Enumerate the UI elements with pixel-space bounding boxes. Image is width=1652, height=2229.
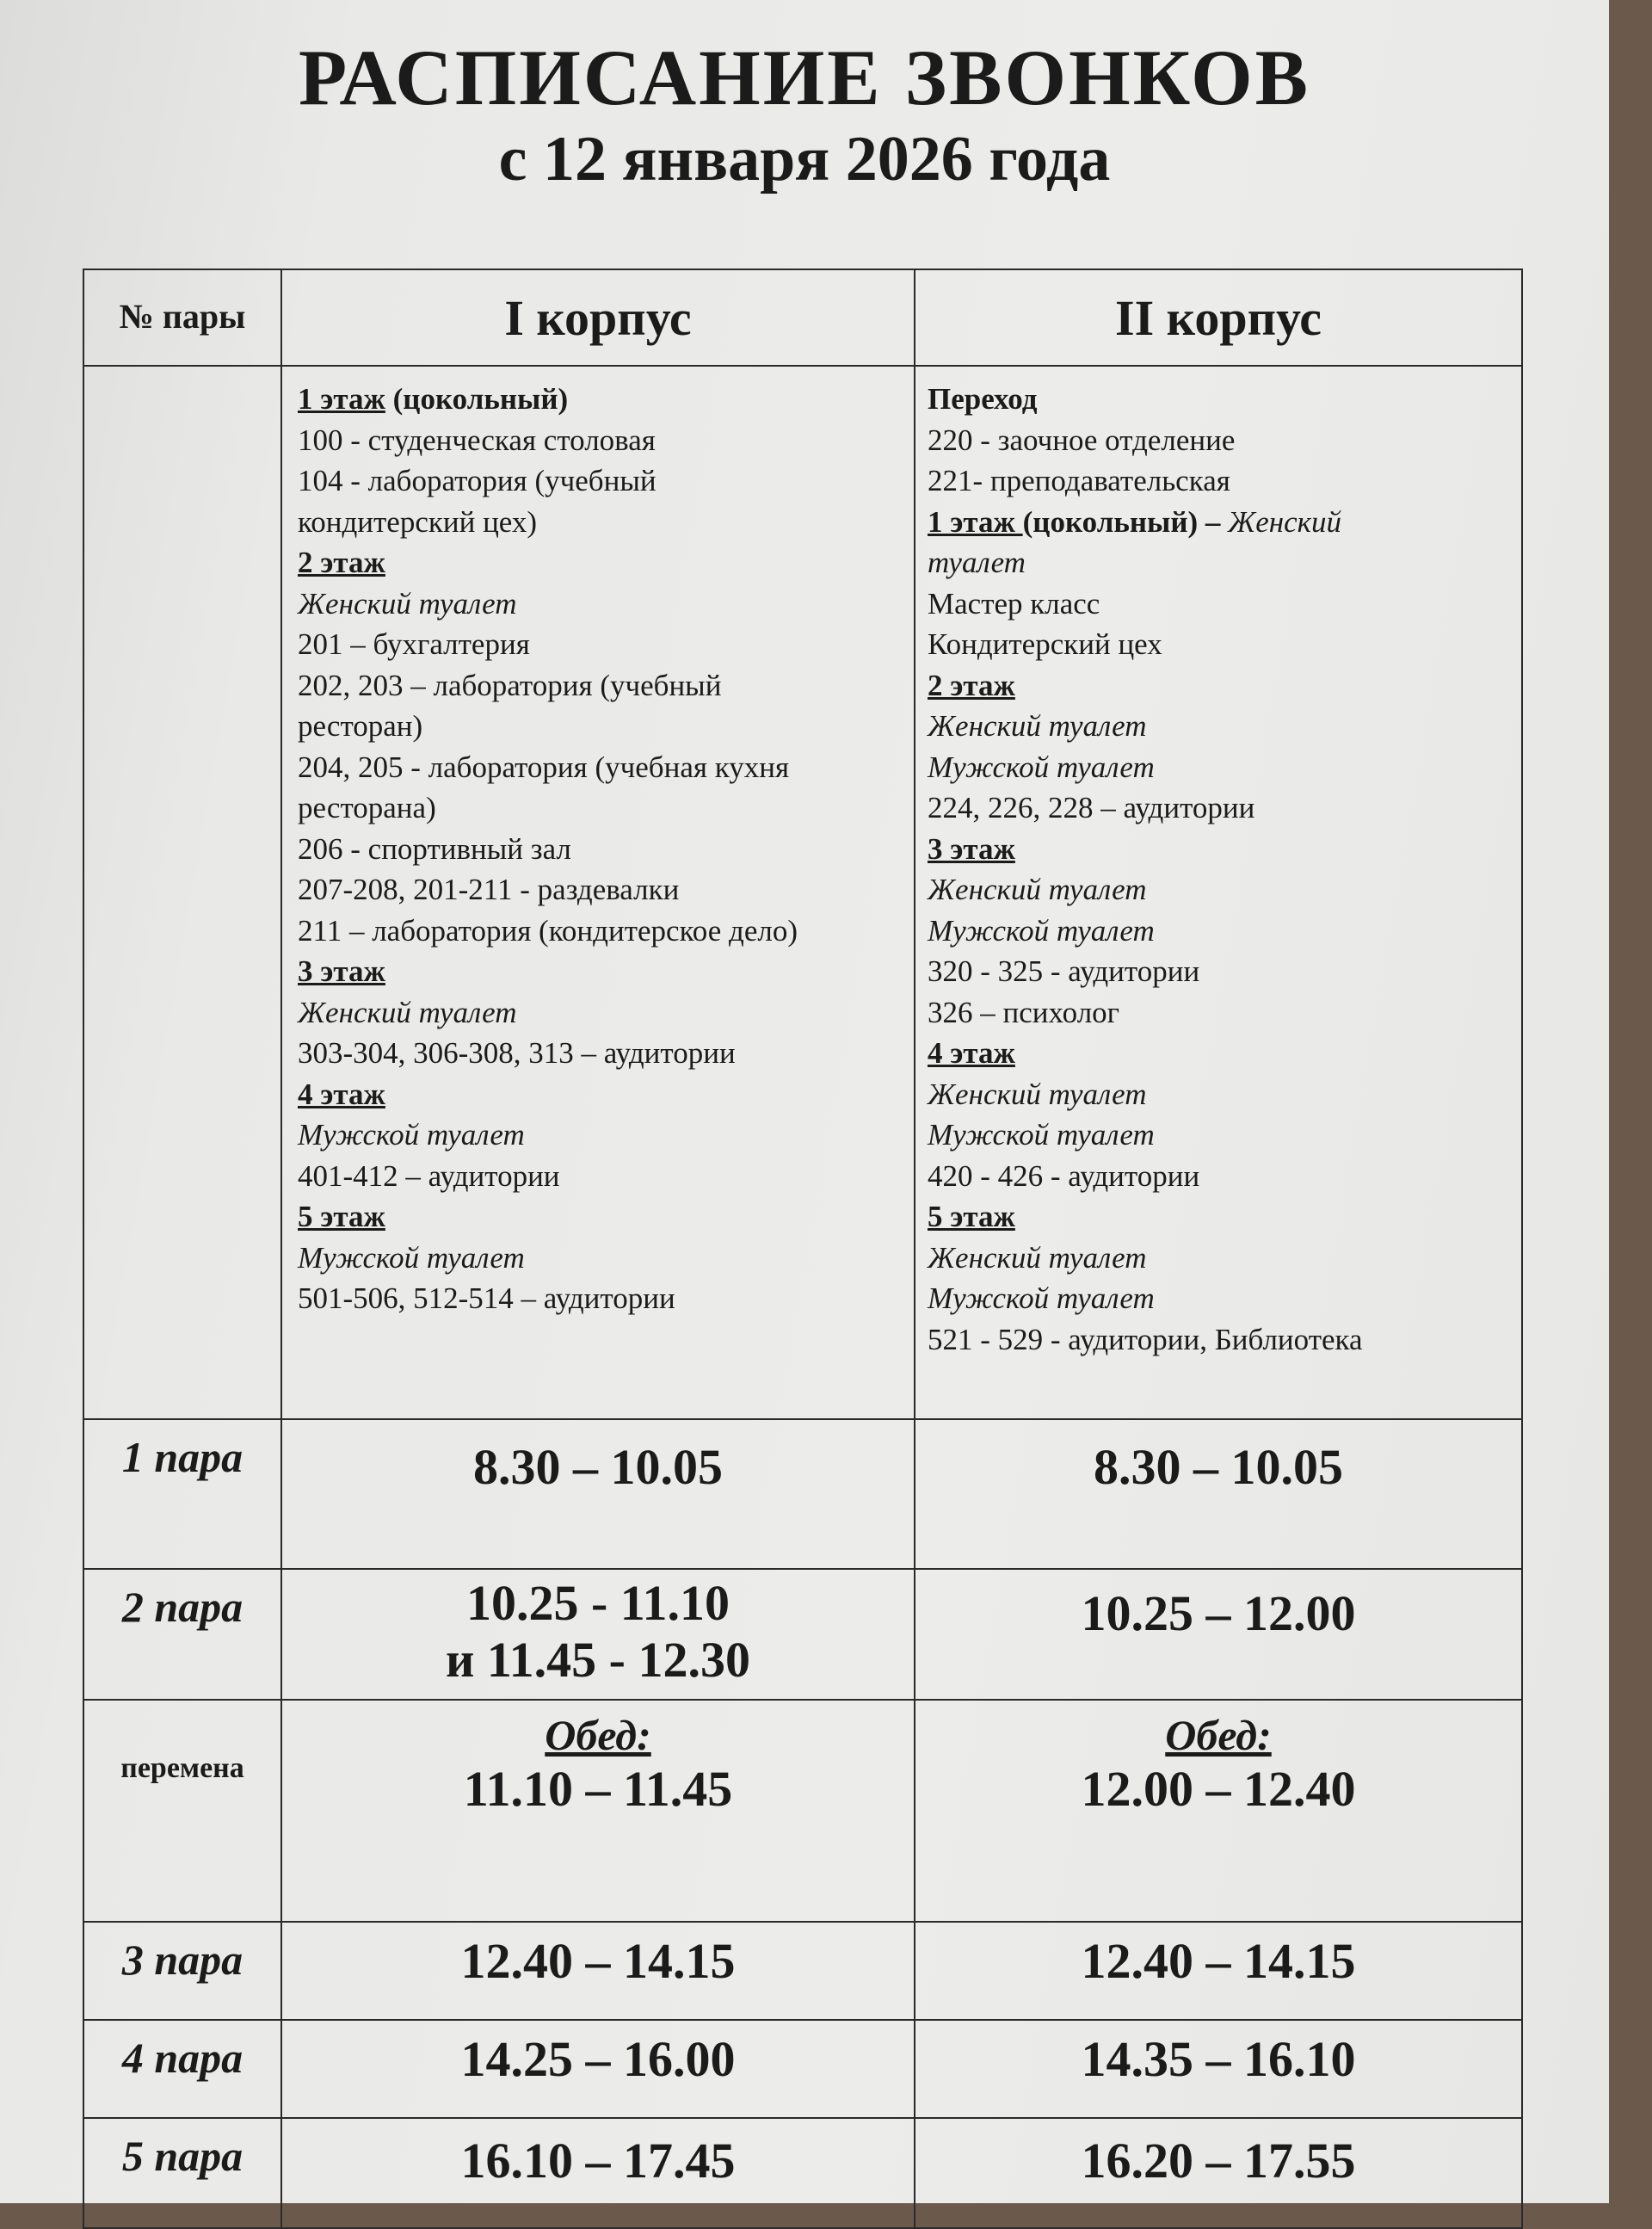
room-line: 211 – лаборатория (кондитерское дело) bbox=[298, 913, 798, 948]
floor-heading: 4 этаж bbox=[298, 1077, 385, 1111]
column-header-lesson-number: № пары bbox=[83, 269, 281, 366]
room-line: кондитерский цех) bbox=[298, 504, 538, 539]
lesson-label: 5 пара bbox=[83, 2118, 281, 2228]
restroom-line: Мужской туалет bbox=[928, 1118, 1155, 1152]
room-line: 207-208, 201-211 - раздевалки bbox=[298, 873, 680, 906]
room-line: 303-304, 306-308, 313 – аудитории bbox=[298, 1036, 736, 1070]
building-2-room-list bbox=[915, 366, 1522, 1419]
table-row-break bbox=[83, 1700, 1522, 1922]
room-line: 326 – психолог bbox=[928, 995, 1120, 1029]
time-part: 10.25 - 11.10 bbox=[465, 1575, 730, 1631]
floor-heading: 3 этаж bbox=[298, 954, 385, 988]
room-line: 220 - заочное отделение bbox=[928, 423, 1236, 457]
floor-heading: 2 этаж bbox=[928, 668, 1015, 702]
table-row-lesson-3 bbox=[83, 1922, 1522, 2020]
floor-heading: 5 этаж bbox=[298, 1200, 385, 1233]
restroom-line: Мужской туалет bbox=[298, 1118, 525, 1152]
room-line: 224, 226, 228 – аудитории bbox=[928, 791, 1255, 824]
legend-empty-cell bbox=[83, 366, 281, 1419]
table-row-lesson-1 bbox=[83, 1419, 1522, 1569]
time-building-2: 12.40 – 14.15 bbox=[915, 1922, 1522, 2020]
room-line: 420 - 426 - аудитории bbox=[928, 1158, 1200, 1193]
room-line: ресторана) bbox=[298, 791, 436, 824]
building-1-room-list bbox=[281, 366, 915, 1419]
break-label: перемена bbox=[83, 1700, 281, 1922]
legend-row bbox=[83, 366, 1522, 1419]
time-building-1: 12.40 – 14.15 bbox=[281, 1922, 915, 2020]
lesson-label: 4 пара bbox=[83, 2020, 281, 2118]
time-building-1 bbox=[281, 1700, 915, 1922]
restroom-line: Женский туалет bbox=[928, 873, 1147, 906]
restroom-line: Мужской туалет bbox=[298, 1240, 525, 1275]
floor-heading: 4 этаж bbox=[928, 1036, 1015, 1070]
room-line: Мастер класс bbox=[928, 586, 1100, 621]
lunch-label: Обед: bbox=[545, 1711, 651, 1759]
room-line: 501-506, 512-514 – аудитории bbox=[298, 1281, 675, 1315]
room-line: 204, 205 - лаборатория (учебная кухня bbox=[298, 750, 790, 784]
time-building-1: 14.25 – 16.00 bbox=[281, 2020, 915, 2118]
lesson-label: 2 пара bbox=[83, 1569, 281, 1700]
floor-heading: 5 этаж bbox=[928, 1200, 1015, 1233]
restroom-line: Женский туалет bbox=[298, 586, 517, 621]
time-building-2: 10.25 – 12.00 bbox=[915, 1569, 1522, 1700]
restroom-line: Мужской туалет bbox=[928, 750, 1155, 784]
restroom-line: Мужской туалет bbox=[928, 913, 1155, 948]
time-building-2: 14.35 – 16.10 bbox=[915, 2020, 1522, 2118]
room-line: ресторан) bbox=[298, 709, 423, 743]
room-line: 201 – бухгалтерия bbox=[298, 627, 530, 661]
time-building-1: 16.10 – 17.45 bbox=[281, 2118, 915, 2228]
room-line: Кондитерский цех bbox=[928, 627, 1162, 661]
bell-schedule-table bbox=[83, 269, 1523, 2229]
floor-heading: 1 этаж (цокольный) – Женский bbox=[928, 504, 1342, 539]
table-row-lesson-5 bbox=[83, 2118, 1522, 2228]
room-line: 320 - 325 - аудитории bbox=[928, 954, 1200, 988]
page-title: РАСПИСАНИЕ ЗВОНКОВ bbox=[298, 34, 1310, 121]
restroom-line: Женский туалет bbox=[298, 995, 517, 1029]
page-subtitle: с 12 января 2026 года bbox=[498, 124, 1111, 194]
time-building-1: 8.30 – 10.05 bbox=[281, 1419, 915, 1569]
lesson-label: 1 пара bbox=[83, 1419, 281, 1569]
room-line: 100 - студенческая столовая bbox=[298, 423, 656, 457]
lesson-label: 3 пара bbox=[83, 1922, 281, 2020]
lunch-time: 12.00 – 12.40 bbox=[1081, 1761, 1356, 1817]
time-part: и 11.45 - 12.30 bbox=[445, 1632, 751, 1688]
restroom-line: Мужской туалет bbox=[928, 1281, 1155, 1315]
restroom-line: Женский туалет bbox=[928, 1240, 1147, 1275]
column-header-building-2: II корпус bbox=[915, 269, 1522, 366]
lunch-time: 11.10 – 11.45 bbox=[463, 1761, 733, 1817]
room-line: 521 - 529 - аудитории, Библиотека bbox=[928, 1322, 1363, 1356]
floor-heading: 2 этаж bbox=[298, 546, 385, 579]
room-line: 202, 203 – лаборатория (учебный bbox=[298, 668, 722, 702]
floor-heading: 1 этаж (цокольный) bbox=[298, 382, 569, 416]
floor-heading: 3 этаж bbox=[928, 831, 1015, 866]
room-line: 221- преподавательская bbox=[928, 464, 1230, 497]
time-building-2: 8.30 – 10.05 bbox=[915, 1419, 1522, 1569]
table-row-lesson-4 bbox=[83, 2020, 1522, 2118]
restroom-line: Женский туалет bbox=[928, 1077, 1147, 1111]
column-header-building-1: I корпус bbox=[281, 269, 915, 366]
table-header-row bbox=[83, 269, 1522, 366]
lunch-label: Обед: bbox=[1165, 1711, 1272, 1759]
time-building-2 bbox=[915, 1700, 1522, 1922]
time-building-1 bbox=[281, 1569, 915, 1700]
room-line: 104 - лаборатория (учебный bbox=[298, 464, 656, 497]
room-line: 401-412 – аудитории bbox=[298, 1158, 560, 1193]
restroom-line: Женский туалет bbox=[928, 709, 1147, 743]
table-row-lesson-2 bbox=[83, 1569, 1522, 1700]
restroom-line: туалет bbox=[928, 546, 1026, 579]
transition-heading: Переход bbox=[928, 382, 1038, 416]
time-building-2: 16.20 – 17.55 bbox=[915, 2118, 1522, 2228]
room-line: 206 - спортивный зал bbox=[298, 831, 571, 866]
